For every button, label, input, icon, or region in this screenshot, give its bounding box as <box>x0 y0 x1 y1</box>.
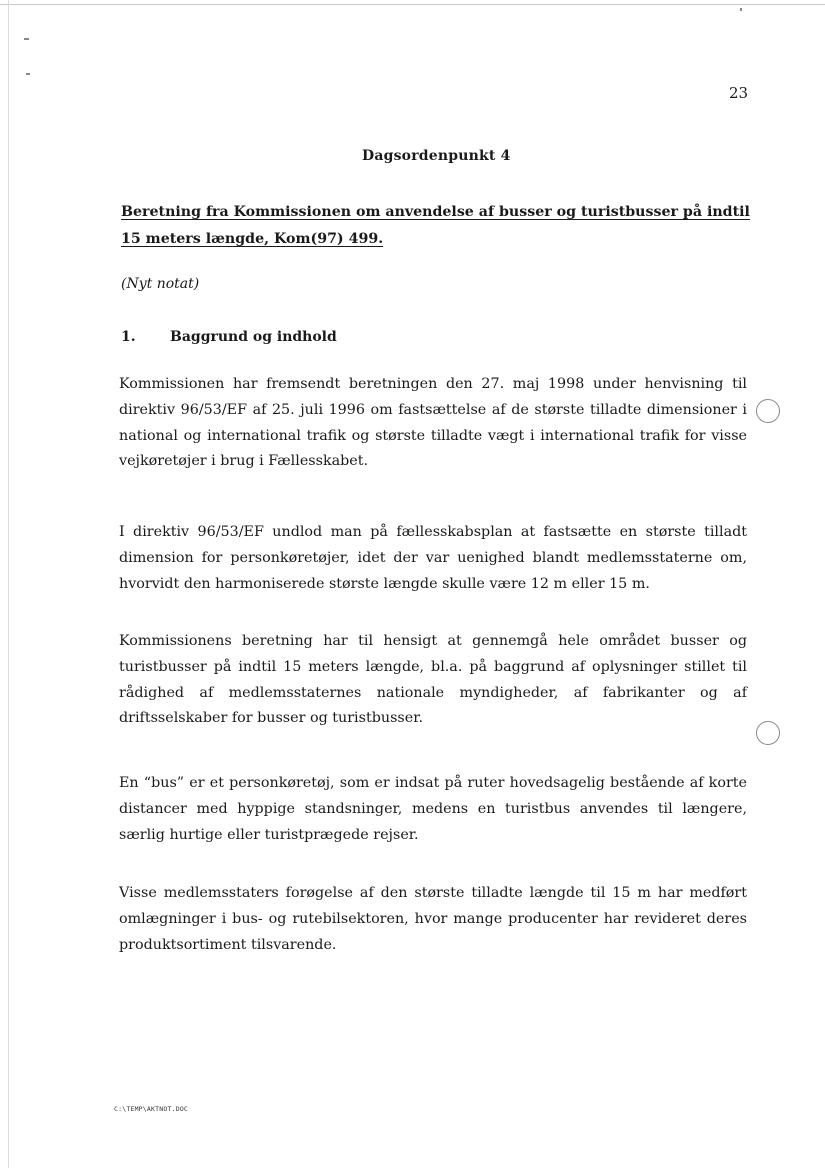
section-title: Baggrund og indhold <box>170 329 337 345</box>
scan-mark <box>24 38 29 40</box>
report-title: Beretning fra Kommissionen om anvendelse af busser og turistbusser på indtil 15 meters længde, Kom(97) 499. <box>121 204 750 247</box>
paragraph-length-increase: Visse medlemsstaters forøgelse af den største tilladte længde til 15 m har medført omlægninger i bus- og rutebilsektoren, hvor mange producenter har revideret deres produktsortiment tilsvarende. <box>119 885 747 953</box>
scan-edge-top <box>0 4 825 5</box>
note-label: (Nyt notat) <box>121 276 200 292</box>
punch-hole <box>756 399 780 423</box>
paragraph-bus-definition: En “bus” er et personkøretøj, som er indsat på ruter hovedsagelig bestående af korte distancer med hyppige standsninger, medens en turistbus anvendes til længere, særlig hurtige eller turistprægede rejser. <box>119 775 747 843</box>
page-number: 23 <box>729 84 749 102</box>
punch-hole <box>756 721 780 745</box>
scan-edge-left <box>8 0 9 1168</box>
section-number: 1. <box>121 329 136 345</box>
paragraph-report-purpose: Kommissionens beretning har til hensigt at gennemgå hele området busser og turistbusser på indtil 15 meters længde, bl.a. på baggrund af oplysninger stillet til rådighed af medlemsstaternes nationale myndigheder, af fabrikanter og af driftsselskaber for busser og turistbusser. <box>119 633 747 727</box>
scan-mark <box>26 73 30 75</box>
scan-mark <box>740 8 742 11</box>
paragraph-directive: I direktiv 96/53/EF undlod man på fællesskabsplan at fastsætte en største tilladt dimension for personkøretøjer, idet der var uenighed blandt medlemsstaterne om, hvorvidt den harmoniserede største længde skulle være 12 m eller 15 m. <box>119 524 747 592</box>
file-path-footer: C:\TEMP\AKTNOT.DOC <box>114 1105 189 1113</box>
agenda-item-heading: Dagsordenpunkt 4 <box>362 148 511 164</box>
paragraph-background: Kommissionen har fremsendt beretningen den 27. maj 1998 under henvisning til direktiv 96/53/EF af 25. juli 1996 om fastsættelse af de største tilladte dimensioner i national og international trafik og største tilladte vægt i international trafik for visse vejkøretøjer i brug i Fællesskabet. <box>119 376 747 470</box>
